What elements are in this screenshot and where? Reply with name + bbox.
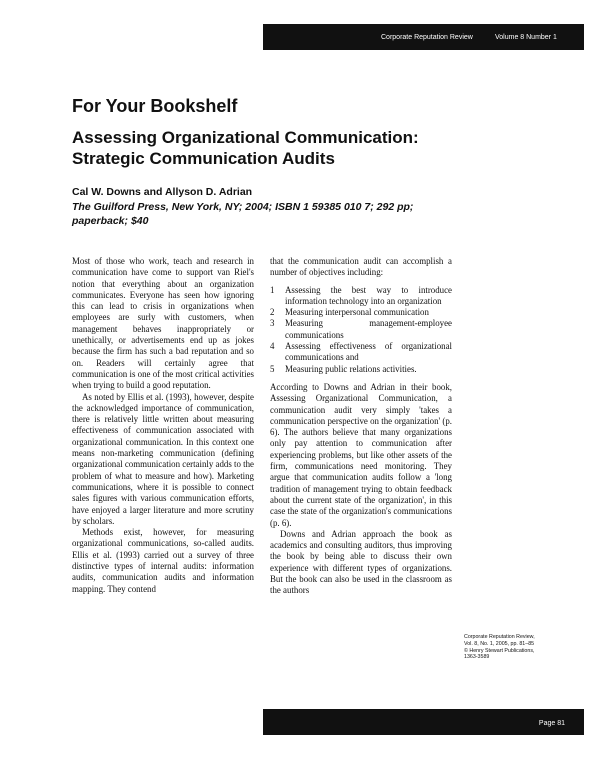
list-item: 4 Assessing effectiveness of organizational communications and	[270, 341, 452, 363]
citation-sidenote: Corporate Reputation Review, Vol. 8, No. 1, 2005, pp. 81–85 © Henry Stewart Publications, 1363-3589	[464, 634, 535, 661]
book-title-line1: Assessing Organizational Communication:	[72, 128, 419, 147]
journal-name: Corporate Reputation Review	[381, 34, 473, 41]
page-number: Page 81	[538, 720, 565, 727]
paragraph: Downs and Adrian approach the book as academics and consulting auditors, thus improving the book by being able to discuss their own experience with different types of organizations. But the book can also be used in the classroom as the authors	[270, 528, 452, 596]
paragraph: Most of those who work, teach and research in communication have come to support van Riel's notion that everything about an organization communicates. Everyone has seen how ignoring this can lead to crisis in organizations when employees are surly with customers, when management behaves inappropriately or unethically, or advertisements end up as jokes because the firm has such a bad reputation and so on. Readers will certainly agree that communication is one of the most critical activities when trying to build a good reputation.	[72, 256, 254, 391]
section-title: For Your Bookshelf	[72, 96, 238, 116]
publication-line1: The Guilford Press, New York, NY; 2004; ISBN 1 59385 010 7; 292 pp;	[72, 201, 414, 213]
text-column-right	[270, 256, 452, 597]
book-title	[72, 127, 419, 169]
book-title-line2: Strategic Communication Audits	[72, 149, 335, 168]
objectives-list	[270, 285, 452, 375]
list-item: 5 Measuring public relations activities.	[270, 363, 417, 374]
publication-line2: paperback; $40	[72, 215, 149, 227]
paragraph: According to Downs and Adrian in their book, Assessing Organizational Communication, a communication audit very simply 'takes a communication perspective on the organization' (p. 6). The authors believe that many organizations only pay attention to communication after experiencing problems, but like other assets of the firm, communications need monitoring. They argue that communication audits follow a 'long tradition of management trying to obtain feedback about the current state of the organization', in this case the state of the organization's communications (p. 6).	[270, 381, 452, 528]
running-header	[263, 24, 584, 50]
book-authors: Cal W. Downs and Allyson D. Adrian	[72, 186, 253, 198]
volume-number: Volume 8 Number 1	[495, 34, 557, 41]
list-item: 1 Assessing the best way to introduce information technology into an organization	[270, 284, 452, 306]
running-footer	[263, 709, 584, 735]
paragraph: As noted by Ellis et al. (1993), however, despite the acknowledged importance of communication, there is relatively little written about measuring effectiveness of communication associated with organizational communication. In this context one means non-marketing communication (defining organizational communication certainly adds to the problem of what to measure and how). Marketing communications, where it is possible to connect sales figures with various communication efforts, have enjoyed a larger literature and more scrutiny by scholars.	[72, 391, 254, 526]
publication-details	[72, 200, 413, 228]
text-column-left	[72, 256, 254, 595]
paragraph: Methods exist, however, for measuring organizational communications, so-called audits. Ellis et al. (1993) carried out a survey of three distinctive types of internal audits: information audits, communication audits and information mapping. They contend	[72, 527, 254, 594]
paragraph: that the communication audit can accomplish a number of objectives including:	[270, 256, 452, 278]
list-item: 2 Measuring interpersonal communication	[270, 307, 429, 318]
list-item: 3 Measuring management-employee communications	[270, 318, 452, 340]
